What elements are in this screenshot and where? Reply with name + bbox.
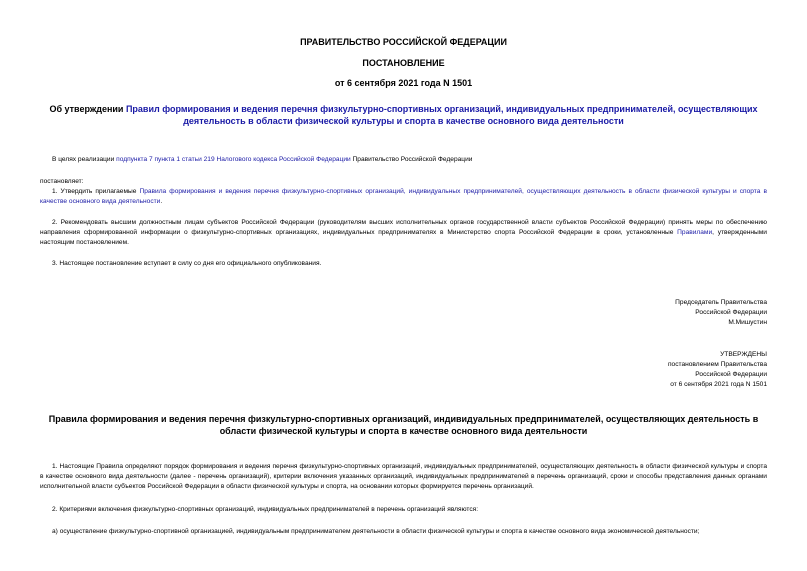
signature-line-3: М.Мишустин bbox=[728, 319, 767, 326]
item-1 bbox=[40, 187, 767, 207]
rules-paragraph-2: 2. Критериями включения физкультурно-спортивных организаций, индивидуальных предпринимателей в перечень организаций являются: bbox=[52, 506, 479, 513]
rules-paragraph-3: а) осуществление физкультурно-спортивной организацией, индивидуальным предпринимателем деятельности в области физической культуры и спорта в качестве основного вида экономической деятельности; bbox=[52, 528, 700, 535]
item-2-suffix: , утвержденными настоящим постановлением. bbox=[40, 229, 767, 246]
tax-code-link[interactable]: подпункта 7 пункта 1 статьи 219 Налогового кодекса Российской Федерации bbox=[116, 156, 351, 163]
title-prefix: Об утверждении bbox=[49, 104, 126, 114]
approved-line-2: постановлением Правительства bbox=[667, 361, 767, 368]
title-rules-link[interactable]: Правил формирования и ведения перечня физкультурно-спортивных организаций, индивидуальных предпринимателей, осуществляющих деятельность в области физической культуры и спорта в качестве основного вида деятельности bbox=[125, 104, 758, 126]
approved-line-4: от 6 сентября 2021 года N 1501 bbox=[670, 381, 767, 388]
item-1-prefix: 1. Утвердить прилагаемые bbox=[52, 188, 140, 195]
org-heading: ПРАВИТЕЛЬСТВО РОССИЙСКОЙ ФЕДЕРАЦИИ bbox=[300, 37, 507, 47]
approved-block bbox=[668, 350, 767, 390]
approved-line-3: Российской Федерации bbox=[695, 371, 767, 378]
item-2-prefix: 2. Рекомендовать высшим должностным лицам субъектов Российской Федерации (руководителям высших исполнительных органов государственной власти субъектов Российской Федерации) принять меры по обеспечению направления сформированной информации о физкультурно-спортивных организациях, индивидуальных предпринимателях в Министерство спорта Российской Федерации в сроки, установленные bbox=[40, 219, 767, 236]
approved-line-1: УТВЕРЖДЕНЫ bbox=[720, 351, 767, 358]
signature-line-2: Российской Федерации bbox=[695, 309, 767, 316]
signature-line-1: Председатель Правительства bbox=[675, 299, 767, 306]
decree-word: постановляет: bbox=[40, 178, 84, 185]
doc-type-heading: ПОСТАНОВЛЕНИЕ bbox=[362, 58, 445, 68]
preamble bbox=[52, 155, 767, 165]
rules-paragraph-1: 1. Настоящие Правила определяют порядок формирования и ведения перечня физкультурно-спортивных организаций, индивидуальных предпринимателей, осуществляющих деятельность в области физической культуры и спорта в качестве основного вида деятельности (далее - перечень организаций), критерии включения указанных организаций, индивидуальных предпринимателей в перечень организаций, сроки и способы представления данных органами исполнительной власти субъектов Российской Федерации в области физической культуры и спорта, на основании которых формируется перечень организаций. bbox=[40, 463, 767, 490]
item-1-suffix: . bbox=[160, 198, 163, 205]
item-2 bbox=[40, 218, 767, 248]
preamble-prefix: В целях реализации bbox=[52, 156, 117, 163]
doc-title bbox=[40, 103, 767, 127]
item-2-rules-link[interactable]: Правилами bbox=[677, 229, 713, 236]
rules-title: Правила формирования и ведения перечня физкультурно-спортивных организаций, индивидуальных предпринимателей, осуществляющих деятельность в области физической культуры и спорта в качестве основного вида деятельности bbox=[48, 414, 759, 436]
item-3: 3. Настоящее постановление вступает в силу со дня его официального опубликования. bbox=[52, 260, 322, 267]
doc-date-heading: от 6 сентября 2021 года N 1501 bbox=[334, 78, 473, 88]
signature-block bbox=[675, 298, 767, 328]
item-1-rules-link[interactable]: Правила формирования и ведения перечня физкультурно-спортивных организаций, индивидуальных предпринимателей, осуществляющих деятельность в области физической культуры и спорта в качестве основного вида деятельности bbox=[40, 188, 767, 205]
preamble-suffix: Правительство Российской Федерации bbox=[350, 156, 473, 163]
